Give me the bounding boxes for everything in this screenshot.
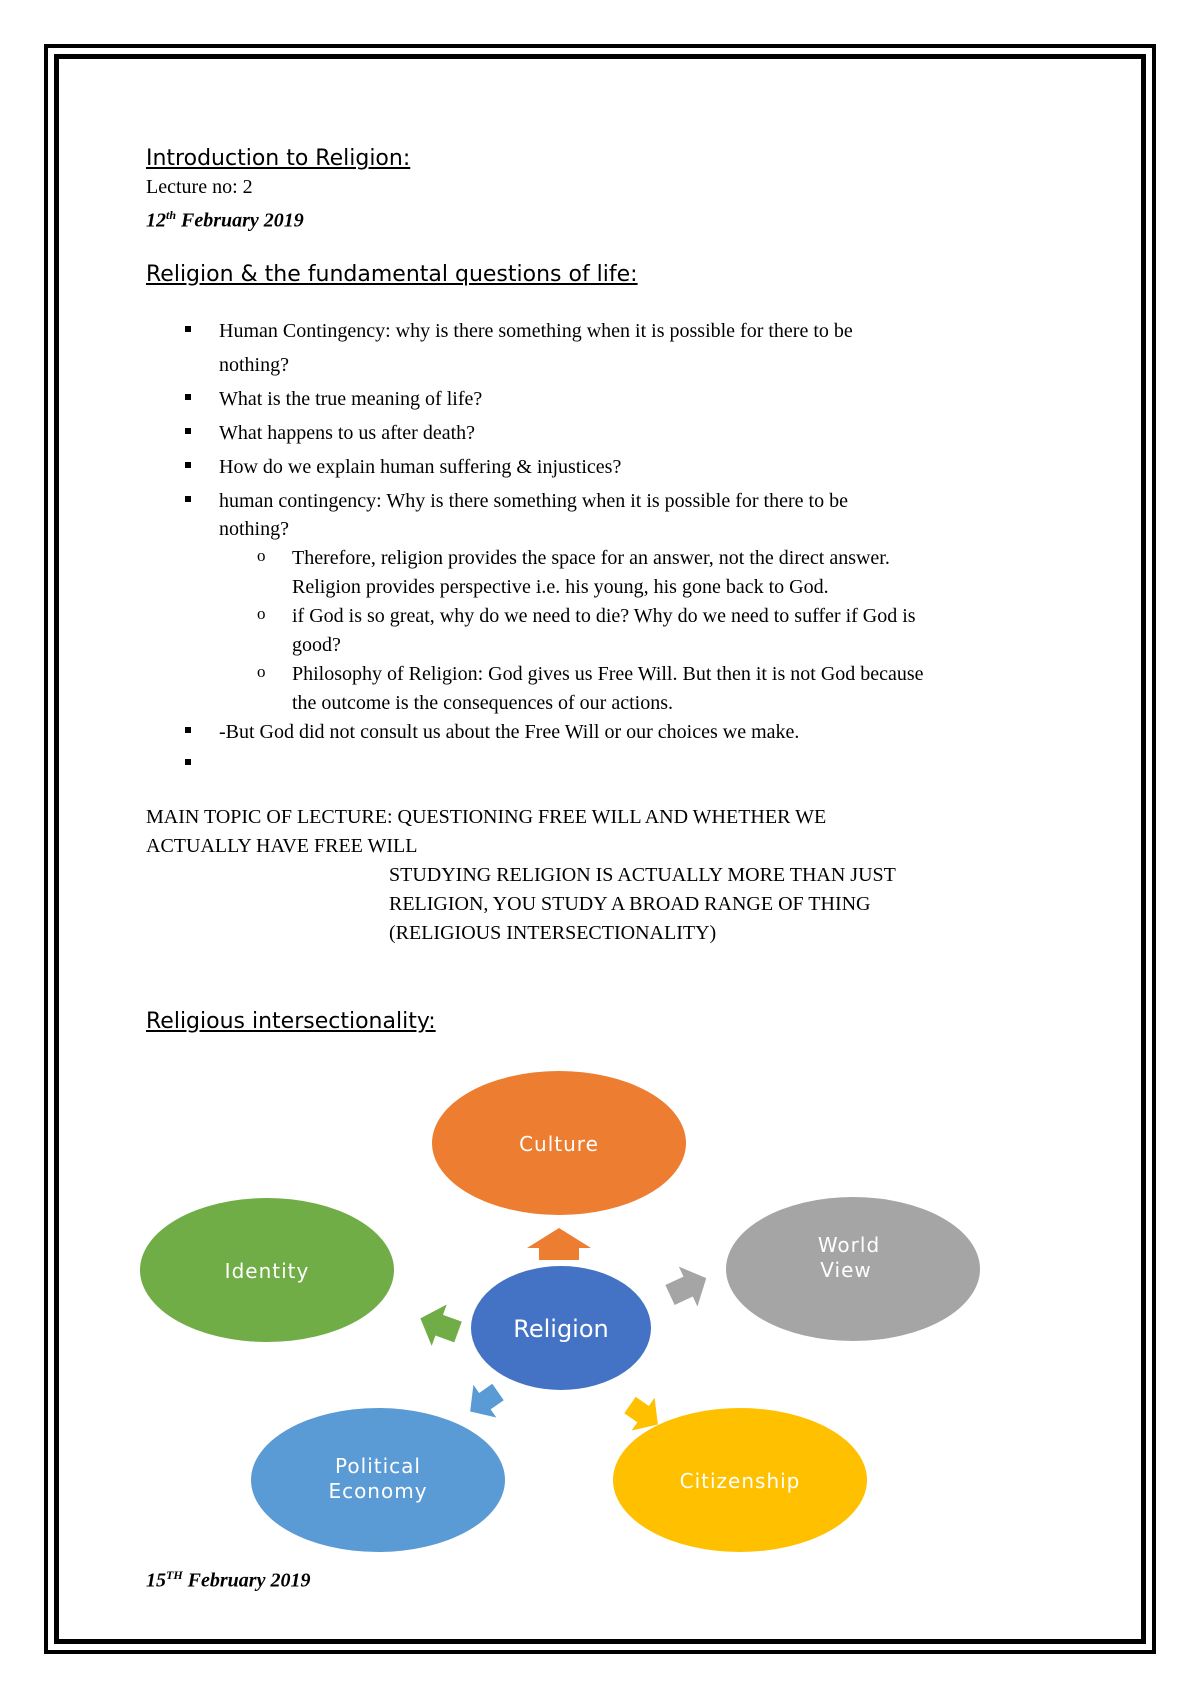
sub-bullet-item: Therefore, religion provides the space for an answer, not the direct answer.: [292, 547, 890, 569]
arrow-to-world-view: [661, 1258, 716, 1315]
religion-label: Religion: [513, 1315, 609, 1343]
main-topic-note: RELIGION, YOU STUDY A BROAD RANGE OF THING: [389, 893, 871, 915]
footer-date: 15TH February 2019: [146, 1568, 311, 1592]
sub-bullet-item-continued: Religion provides perspective i.e. his young, his gone back to God.: [292, 576, 829, 598]
world-view-label-line1: World: [817, 1233, 881, 1257]
sub-bullet-marker: o: [257, 662, 266, 681]
bullet-item: -But God did not consult us about the Free Will or our choices we make.: [219, 721, 800, 743]
bullet-item: human contingency: Why is there something when it is possible for there to be: [219, 490, 848, 512]
sub-bullet-marker: o: [257, 604, 266, 623]
lecture-date: 12th February 2019: [146, 208, 304, 232]
political-economy-label-line2: Economy: [328, 1479, 428, 1503]
bullet-item: What is the true meaning of life?: [219, 388, 483, 410]
world-view-label-line2: View: [820, 1258, 872, 1282]
identity-label: Identity: [224, 1259, 310, 1283]
section-heading-intersectionality: Religious intersectionality:: [146, 1009, 436, 1034]
bullet-item: How do we explain human suffering & injustices?: [219, 456, 622, 478]
bullet-item-continued: nothing?: [219, 518, 289, 540]
sub-bullet-item: Philosophy of Religion: God gives us Free Will. But then it is not God because: [292, 663, 924, 685]
bullet-item: Human Contingency: why is there something when it is possible for there to be: [219, 320, 853, 342]
main-topic-note: STUDYING RELIGION IS ACTUALLY MORE THAN JUST: [389, 864, 896, 886]
bullet-item-continued: nothing?: [219, 354, 289, 376]
sub-bullet-marker: o: [257, 546, 266, 565]
bullet-marker: [185, 496, 191, 502]
section-heading-fundamental-questions: Religion & the fundamental questions of life:: [146, 262, 638, 287]
sub-bullet-item-continued: good?: [292, 634, 341, 656]
main-topic-line: MAIN TOPIC OF LECTURE: QUESTIONING FREE WILL AND WHETHER WE: [146, 806, 827, 828]
bullet-marker: [185, 394, 191, 400]
lecture-number: Lecture no: 2: [146, 176, 253, 198]
intersectionality-diagram: [140, 1070, 1000, 1570]
bullet-marker-empty: [185, 759, 191, 765]
bullet-marker: [185, 428, 191, 434]
bullet-item: What happens to us after death?: [219, 422, 476, 444]
bullet-marker: [185, 326, 191, 332]
arrow-to-culture: [527, 1228, 591, 1260]
bullet-marker: [185, 462, 191, 468]
culture-label: Culture: [519, 1132, 599, 1156]
bullet-marker: [185, 727, 191, 733]
political-economy-label-line1: Political: [335, 1454, 421, 1478]
sub-bullet-item: if God is so great, why do we need to die? Why do we need to suffer if God is: [292, 605, 916, 627]
citizenship-label: Citizenship: [679, 1469, 801, 1493]
main-topic-line: ACTUALLY HAVE FREE WILL: [146, 835, 418, 857]
arrow-to-political-economy: [459, 1376, 510, 1428]
sub-bullet-item-continued: the outcome is the consequences of our actions.: [292, 692, 673, 714]
main-topic-note: (RELIGIOUS INTERSECTIONALITY): [389, 922, 717, 944]
arrow-to-identity: [413, 1298, 466, 1353]
document-title: Introduction to Religion:: [146, 146, 411, 171]
